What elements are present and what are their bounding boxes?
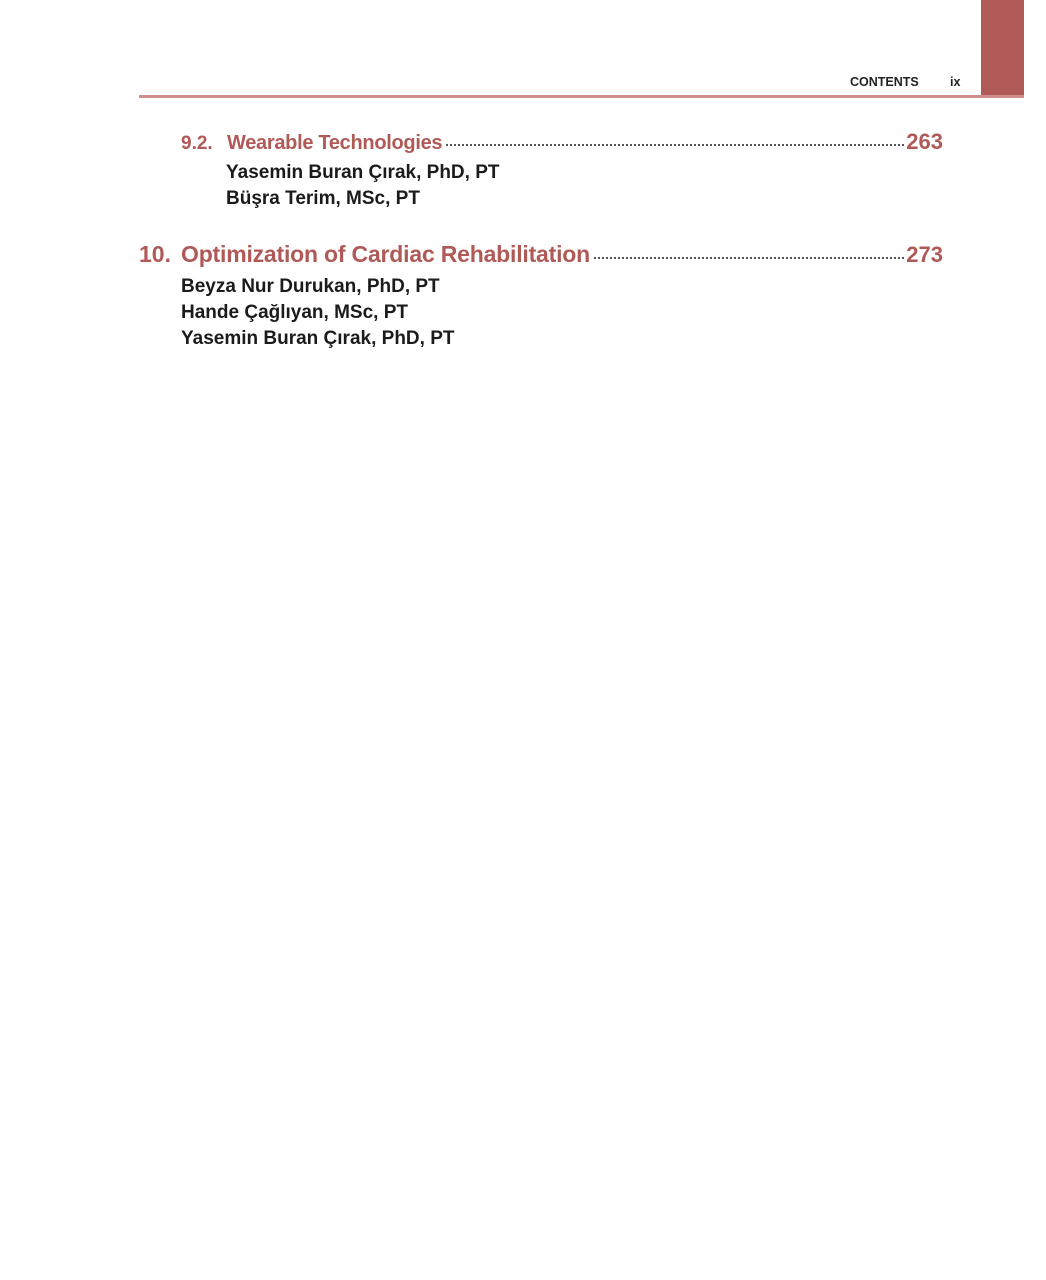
author: Büşra Terim, MSc, PT xyxy=(226,188,420,209)
dot-leader xyxy=(446,144,904,146)
toc-entry-number: 10. xyxy=(139,241,171,267)
header-rule xyxy=(139,95,1024,98)
toc-entry-9-2[interactable] xyxy=(181,129,943,155)
toc-entry-title: Wearable Technologies xyxy=(227,132,443,154)
corner-tab xyxy=(981,0,1024,96)
dot-leader xyxy=(594,257,904,259)
toc-entry-number: 9.2. xyxy=(181,133,213,154)
author: Hande Çağlıyan, MSc, PT xyxy=(181,302,408,323)
author: Beyza Nur Durukan, PhD, PT xyxy=(181,276,440,297)
toc-entry-title: Optimization of Cardiac Rehabilitation xyxy=(181,241,590,267)
toc-entry-10[interactable] xyxy=(139,241,943,268)
toc-entry-page: 273 xyxy=(906,242,943,267)
author: Yasemin Buran Çırak, PhD, PT xyxy=(181,328,455,349)
running-header-page-number: ix xyxy=(950,75,961,89)
toc-entry-page: 263 xyxy=(906,129,943,154)
author: Yasemin Buran Çırak, PhD, PT xyxy=(226,162,500,183)
running-header-title: CONTENTS xyxy=(850,75,919,89)
